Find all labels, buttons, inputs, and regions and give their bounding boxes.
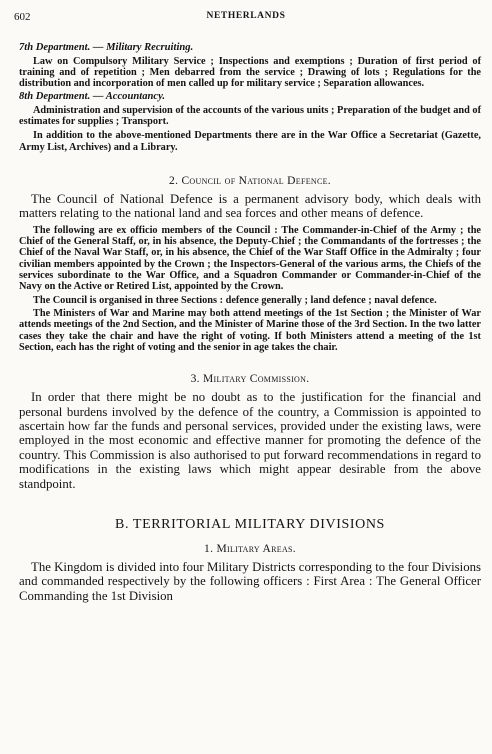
partB-sub-title: Military Areas. [216,543,296,555]
section2-ministers: The Ministers of War and Marine may both attend meetings of the 1st Section ; the Minister of War attends meetings of the 2nd Section, and the Minister of Marine those of the 3rd Section. In the two latter cases they take the chair and have the right of voting. If both Ministers attend a meeting of the 1st Section, each has the right of voting and the senior in age takes the chair. [19,307,481,353]
dept7-heading: 7th Department. — Military Recruiting. [19,42,194,53]
section2-sections: The Council is organised in three Sections : defence generally ; land defence ; naval defence. [33,294,437,306]
partB-text: The Kingdom is divided into four Military Districts corresponding to the four Divisions and commanded respectively by the following officers : First Area : The General Officer Commanding the 1st Division [19,560,481,603]
section2-title: Council of National Defence. [181,175,331,188]
section3-number: 3. [190,373,200,386]
dept7-text: Law on Compulsory Military Service ; Inspections and exemptions ; Duration of first period of training and of repetition ; Men debarred from the service ; Drawing of lots ; Regulations for the distribution and incorporation of men called up for military service ; Separation allowances. [19,55,481,90]
page-header [14,11,478,25]
section2-number: 2. [169,175,179,188]
section2-intro: The Council of National Defence is a permanent advisory body, which deals with matters relating to the national land and sea forces and other means of defence. [19,192,481,221]
war-office-note: In addition to the above-mentioned Departments there are in the War Office a Secretariat (Gazette, Army List, Archives) and a Library. [19,130,481,153]
dept8-text: Administration and supervision of the accounts of the various units ; Preparation of the budget and of estimates for supplies ; Transport. [19,104,481,128]
dept8-heading: 8th Department. — Accountancy. [19,91,166,103]
partB-title: B. TERRITORIAL MILITARY DIVISIONS [115,517,385,532]
section2-heading [19,175,481,188]
running-title: NETHERLANDS [206,11,286,21]
section2-members: The following are ex officio members of the Council : The Commander-in-Chief of the Army ; the Chief of the General Staff, or, in his absence, the Deputy-Chief ; the Commandants of the fortresses ; the Chief of the Naval War Staff, or, in his absence, the Chief of the War Staff Office in the Admiralty ; four civilian members appointed by the Crown ; the Inspectors-General of the various arms, the Chiefs of the services subordinate to the War Office, and a Squadron Commander or Commander-in-Chief of the Navy on the Active or Retired List, appointed by the Crown. [19,224,481,293]
section3-text: In order that there might be no doubt as to the justification for the financial and personal burdens involved by the defence of the country, a Commission is appointed to ascertain how far the funds and personal services, provided under the existing laws, were employed in the most economic and effective manner for promoting the defence of the country. This Commission is also authorised to put forward recommendations in regard to modifications in the existing laws which might appear desirable from the above standpoint. [19,390,481,491]
page-body [19,42,481,603]
section3-heading [19,373,481,386]
section3-title: Military Commission. [203,373,310,386]
partB-subheading [19,543,481,556]
partB-sub-number: 1. [204,543,214,555]
page-number: 602 [14,11,31,23]
